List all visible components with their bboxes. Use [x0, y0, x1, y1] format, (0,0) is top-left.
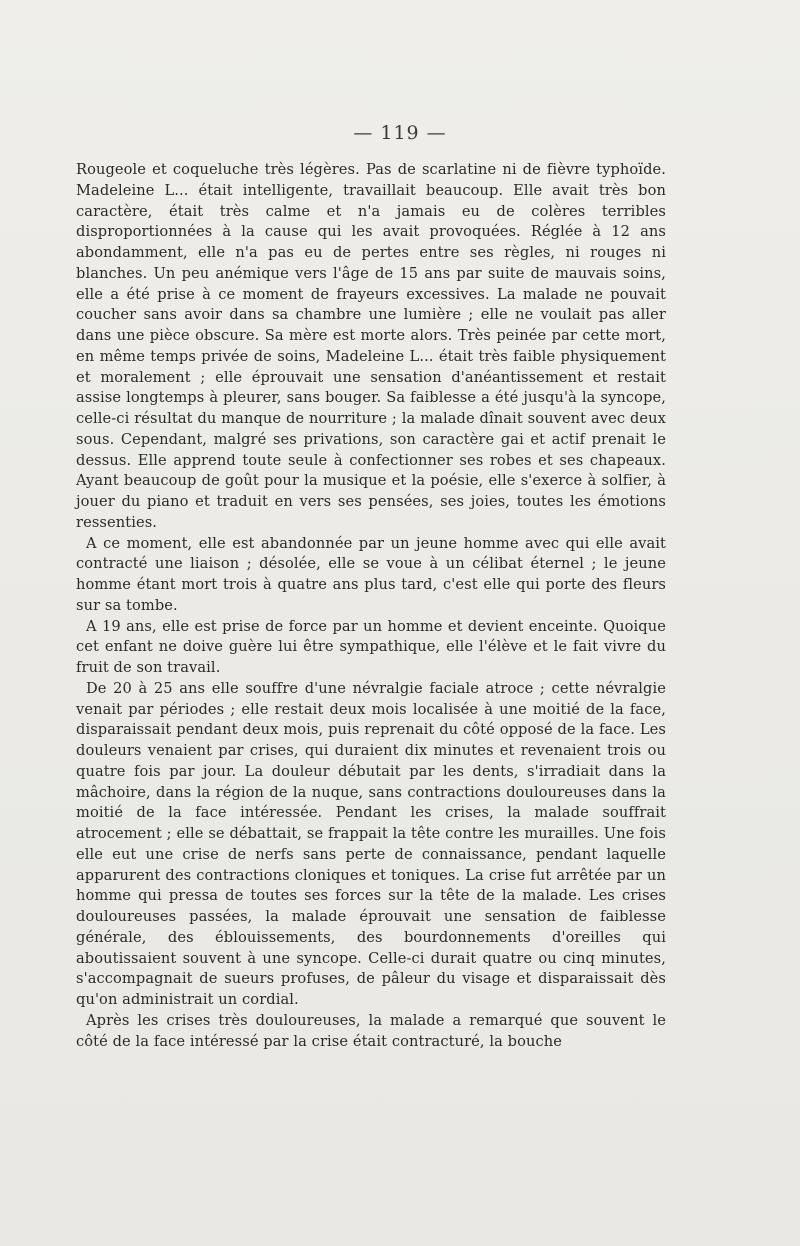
paragraph-3: A 19 ans, elle est prise de force par un homme et devient enceinte. Quoique cet enfant ne doive guère lui être sympathique, elle l'élève et le fait vivre du fruit de son travail.: [76, 617, 666, 676]
body-text: [76, 160, 666, 1052]
page-number: — 119 —: [353, 122, 447, 144]
paragraph-4: De 20 à 25 ans elle souffre d'une névralgie faciale atroce ; cette névralgie venait par périodes ; elle restait deux mois localisée à une moitié de la face, disparaissait pendant deux mois, puis reprenait du côté opposé de la face. Les douleurs venaient par crises, qui duraient dix minutes et revenaient trois ou quatre fois par jour. La douleur débutait par les dents, s'irradiait dans la mâchoire, dans la région de la nuque, sans contractions douloureuses dans la moitié de la face intéressée. Pendant les crises, la malade souffrait atrocement ; elle se débattait, se frappait la tête contre les murailles. Une fois elle eut une crise de nerfs sans perte de connaissance, pendant laquelle apparurent des contractions cloniques et toniques. La crise fut arrêtée par un homme qui pressa de toutes ses forces sur la tête de la malade. Les crises douloureuses passées, la malade éprouvait une sensation de faiblesse générale, des éblouissements, des bourdonnements d'oreilles qui aboutissaient souvent à une syncope. Celle-ci durait quatre ou cinq minutes, s'accompagnait de sueurs profuses, de pâleur du visage et disparaissait dès qu'on administrait un cordial.: [76, 679, 666, 1008]
paragraph-2: A ce moment, elle est abandonnée par un jeune homme avec qui elle avait contracté une liaison ; désolée, elle se voue à un célibat éternel ; le jeune homme étant mort trois à quatre ans plus tard, c'est elle qui porte des fleurs sur sa tombe.: [76, 534, 666, 614]
paragraph-5: Après les crises très douloureuses, la malade a remarqué que souvent le côté de la face intéressé par la crise était contracturé, la bouche: [76, 1011, 666, 1050]
paragraph-1: Rougeole et coqueluche très légères. Pas de scarlatine ni de fièvre typhoïde. Madeleine L... était intelligente, travaillait beaucoup. Elle avait très bon caractère, était très calme et n'a jamais eu de colères terribles disproportionnées à la cause qui les avait provoquées. Réglée à 12 ans abondamment, elle n'a pas eu de pertes entre ses règles, ni rouges ni blanches. Un peu anémique vers l'âge de 15 ans par suite de mauvais soins, elle a été prise à ce moment de frayeurs excessives. La malade ne pouvait coucher sans avoir dans sa chambre une lumière ; elle ne voulait pas aller dans une pièce obscure. Sa mère est morte alors. Très peinée par cette mort, en même temps privée de soins, Madeleine L... était très faible physiquement et moralement ; elle éprouvait une sensation d'anéantissement et restait assise longtemps à pleurer, sans bouger. Sa faiblesse a été jusqu'à la syncope, celle-ci résultat du manque de nourriture ; la malade dînait souvent avec deux sous. Cependant, malgré ses privations, son caractère gai et actif prenait le dessus. Elle apprend toute seule à confectionner ses robes et ses chapeaux. Ayant beaucoup de goût pour la musique et la poésie, elle s'exerce à solfier, à jouer du piano et traduit en vers ses pensées, ses joies, toutes les émotions ressenties.: [76, 161, 666, 531]
